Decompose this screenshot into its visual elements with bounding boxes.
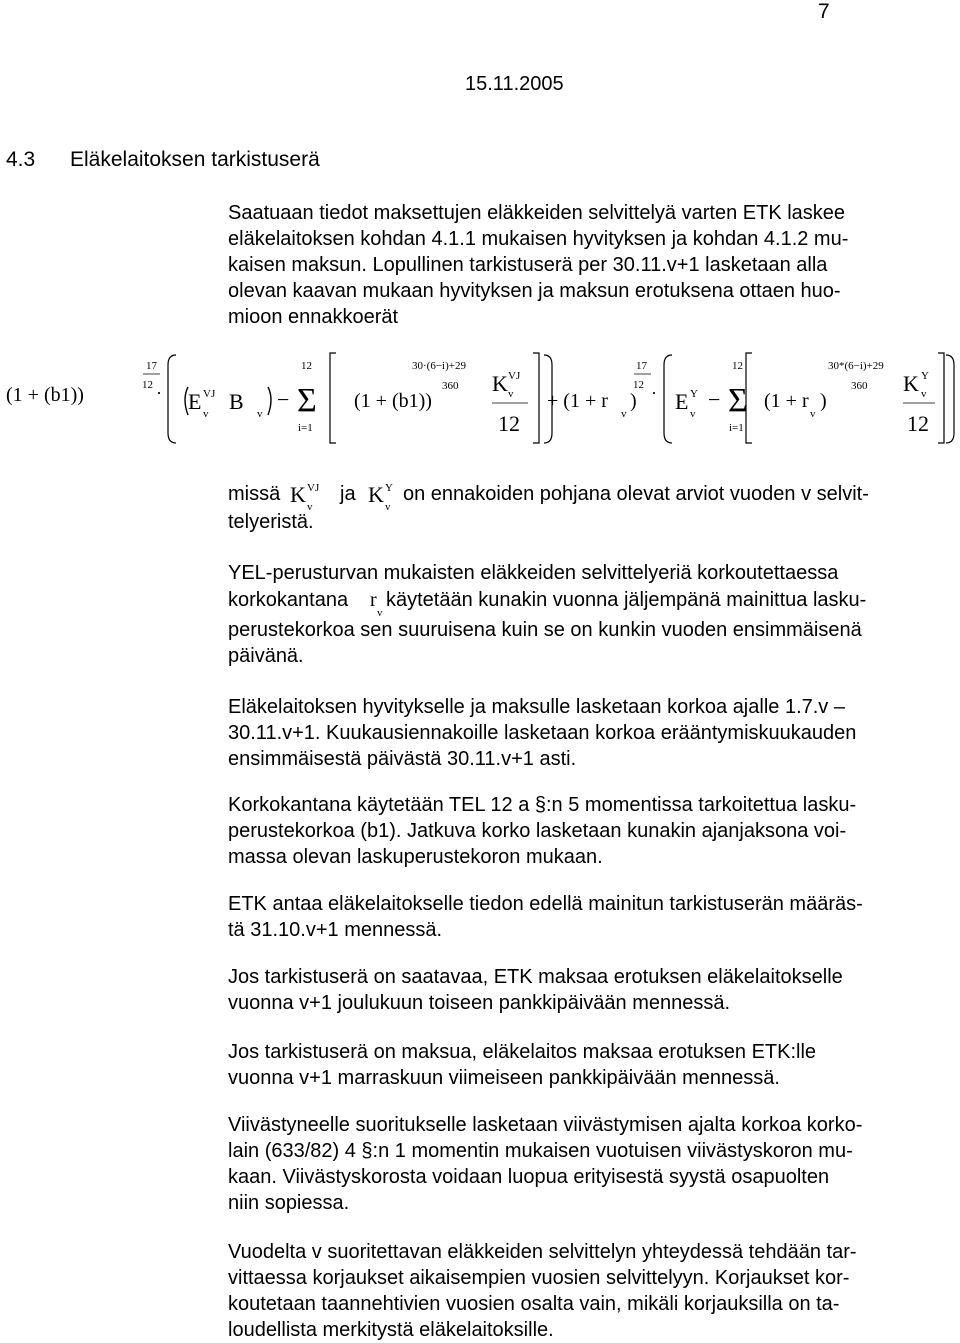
plus-term: + (1 + r bbox=[547, 390, 608, 412]
dot-operator: · bbox=[156, 383, 162, 403]
formula-base: (1 + (b1)) bbox=[6, 384, 84, 406]
paragraph-yel: YEL-perusturvan mukaisten eläkkeiden selvittelyeriä korkoutettaessa korkokantana r v käytetään kunakin vuonna jäljempänä mainittua lasku- perustekorkoa sen suuruisena kuin se on kunkin vuoden ensimmäisenä päivänä. bbox=[228, 562, 867, 667]
text-line: lain (633/82) 4 §:n 1 momentin mukaisen vuotuisen viivästyskoron mu- bbox=[228, 1140, 853, 1162]
denominator-12: 12 bbox=[907, 411, 929, 436]
minus-operator: − bbox=[277, 387, 290, 412]
symbol-K: K bbox=[368, 482, 384, 507]
text-line: perustekorkoa sen suuruisena kuin se on kunkin vuoden ensimmäisenä bbox=[228, 619, 862, 641]
exponent-numerator: 30·(6−i)+29 bbox=[412, 360, 466, 372]
text-line: vuonna v+1 joulukuun toiseen pankkipäivään mennessä. bbox=[228, 992, 731, 1014]
subscript-v: v bbox=[690, 408, 696, 420]
text-line: Eläkelaitoksen hyvitykselle ja maksulle lasketaan korkoa ajalle 1.7.v – bbox=[228, 696, 845, 718]
exponent-denominator: 360 bbox=[851, 380, 868, 392]
superscript-y: Y bbox=[690, 388, 698, 400]
exponent-17: 17 bbox=[146, 360, 157, 372]
paragraph-interest-period bbox=[228, 694, 856, 772]
settlement-formula bbox=[0, 345, 960, 450]
superscript-y: Y bbox=[385, 482, 393, 494]
text-line: massa olevan laskuperustekoron mukaan. bbox=[228, 846, 603, 868]
sum-upper-limit: 12 bbox=[732, 360, 743, 372]
paragraph-receivable bbox=[228, 964, 843, 1016]
formula-graphic bbox=[0, 345, 960, 450]
sigma-icon: Σ bbox=[728, 382, 748, 419]
section-title: Eläkelaitoksen tarkistuserä bbox=[70, 148, 320, 171]
paragraph-corrections bbox=[228, 1239, 857, 1343]
text-line: Viivästyneelle suoritukselle lasketaan viivästymisen ajalta korkoa korko- bbox=[228, 1114, 863, 1136]
subscript-v: v bbox=[377, 607, 383, 619]
text-line: Jos tarkistuserä on maksua, eläkelaitos maksaa erotuksen ETK:lle bbox=[228, 1041, 817, 1063]
text-line: Saatuaan tiedot maksettujen eläkkeiden selvittelyä varten ETK laskee bbox=[228, 202, 846, 224]
section-number: 4.3 bbox=[6, 148, 36, 171]
text-line: loudellista merkitystä eläkelaitoksille. bbox=[228, 1319, 554, 1341]
paragraph-definitions bbox=[228, 481, 948, 541]
closing-paren: ) bbox=[630, 390, 637, 412]
subscript-v: v bbox=[508, 388, 514, 400]
subscript-v: v bbox=[385, 501, 391, 513]
paragraph-interest-rate bbox=[228, 792, 856, 870]
paragraph-intro bbox=[228, 200, 848, 330]
text-line: niin sopiessa. bbox=[228, 1192, 350, 1214]
text-line: Jos tarkistuserä on saatavaa, ETK maksaa erotuksen eläkelaitokselle bbox=[228, 966, 843, 988]
symbol-B: B bbox=[229, 389, 244, 414]
text-line: YEL-perusturvan mukaisten eläkkeiden selvittelyeriä korkoutettaessa bbox=[228, 562, 839, 584]
denominator-12: 12 bbox=[498, 411, 520, 436]
text-line: perustekorkoa (b1). Jatkuva korko lasketaan kunakin ajanjaksona voi- bbox=[228, 820, 847, 842]
text-line: eläkelaitoksen kohdan 4.1.1 mukaisen hyvityksen ja kohdan 4.1.2 mu- bbox=[228, 228, 849, 250]
exponent-12: 12 bbox=[633, 379, 644, 391]
text-line: Korkokantana käytetään TEL 12 a §:n 5 momentissa tarkoitettua lasku- bbox=[228, 794, 857, 816]
superscript-y: Y bbox=[921, 370, 929, 382]
symbol-E: E bbox=[188, 389, 202, 414]
text-line: kaisen maksun. Lopullinen tarkistuserä per 30.11.v+1 lasketaan alla bbox=[228, 254, 828, 276]
text-line: korkokantana bbox=[228, 589, 349, 611]
subscript-v: v bbox=[307, 501, 313, 513]
text-line: vuonna v+1 marraskuun viimeiseen pankkipäivään mennessä. bbox=[228, 1067, 780, 1089]
text-line: Vuodelta v suoritettavan eläkkeiden selvittelyn yhteydessä tehdään tar- bbox=[228, 1241, 857, 1263]
text-line: käytetään kunakin vuonna jäljempänä mainittua lasku- bbox=[386, 589, 867, 611]
subscript-v: v bbox=[257, 408, 263, 420]
sum-lower-limit: i=1 bbox=[729, 422, 744, 434]
sum-lower-limit: i=1 bbox=[298, 422, 313, 434]
subscript-v: v bbox=[203, 408, 209, 420]
text-line: mioon ennakkoerät bbox=[228, 306, 399, 328]
word-ja: ja bbox=[340, 483, 356, 505]
text-line: tä 31.10.v+1 mennessä. bbox=[228, 919, 443, 941]
text-line: olevan kaavan mukaan hyvityksen ja maksun erotuksena ottaen huo- bbox=[228, 280, 841, 302]
symbol-K: K bbox=[903, 371, 919, 396]
closing-paren: ) bbox=[820, 390, 827, 412]
subscript-v: v bbox=[810, 408, 816, 420]
minus-operator: − bbox=[708, 387, 721, 412]
symbol-E: E bbox=[675, 389, 689, 414]
exponent-12: 12 bbox=[142, 379, 153, 391]
exponent-denominator: 360 bbox=[442, 380, 459, 392]
sigma-icon: Σ bbox=[297, 382, 317, 419]
sum-upper-limit: 12 bbox=[301, 360, 312, 372]
symbol-K: K bbox=[492, 371, 508, 396]
formula-base-inner: (1 + (b1)) bbox=[354, 390, 432, 412]
subscript-v: v bbox=[921, 388, 927, 400]
text-line: vittaessa korjaukset aikaisempien vuosien selvittelyyn. Korjaukset kor- bbox=[228, 1267, 850, 1289]
superscript-vj: VJ bbox=[508, 370, 521, 382]
word-missa: missä bbox=[228, 483, 281, 505]
text-line: 30.11.v+1. Kuukausiennakoille lasketaan korkoa erääntymiskuukauden bbox=[228, 722, 857, 744]
text-line: on ennakoiden pohjana olevat arviot vuoden v selvit- bbox=[403, 483, 869, 505]
superscript-vj: VJ bbox=[307, 482, 320, 494]
text-line: telyeristä. bbox=[228, 511, 314, 533]
subscript-v: v bbox=[621, 408, 627, 420]
paragraph-etk-notice bbox=[228, 891, 863, 943]
text-line: ensimmäisestä päivästä 30.11.v+1 asti. bbox=[228, 748, 577, 770]
text-line: päivänä. bbox=[228, 645, 304, 667]
paragraph-payable bbox=[228, 1039, 816, 1091]
paragraph-late-payment bbox=[228, 1112, 862, 1216]
superscript-vj: VJ bbox=[203, 388, 216, 400]
symbol-K: K bbox=[290, 482, 306, 507]
text-line: koutetaan taannehtivien vuosien osalta vain, mikäli korjauksilla on ta- bbox=[228, 1293, 840, 1315]
text-line: ETK antaa eläkelaitokselle tiedon edellä mainitun tarkistuserän määräs- bbox=[228, 893, 863, 915]
page-number: 7 bbox=[818, 0, 830, 23]
text-line: kaan. Viivästyskorosta voidaan luopua erityisestä syystä osapuolten bbox=[228, 1166, 830, 1188]
one-plus-r: (1 + r bbox=[764, 390, 809, 412]
exponent-numerator: 30*(6−i)+29 bbox=[828, 360, 884, 372]
exponent-17: 17 bbox=[636, 360, 647, 372]
document-date: 15.11.2005 bbox=[465, 73, 564, 95]
dot-operator: · bbox=[651, 383, 657, 403]
